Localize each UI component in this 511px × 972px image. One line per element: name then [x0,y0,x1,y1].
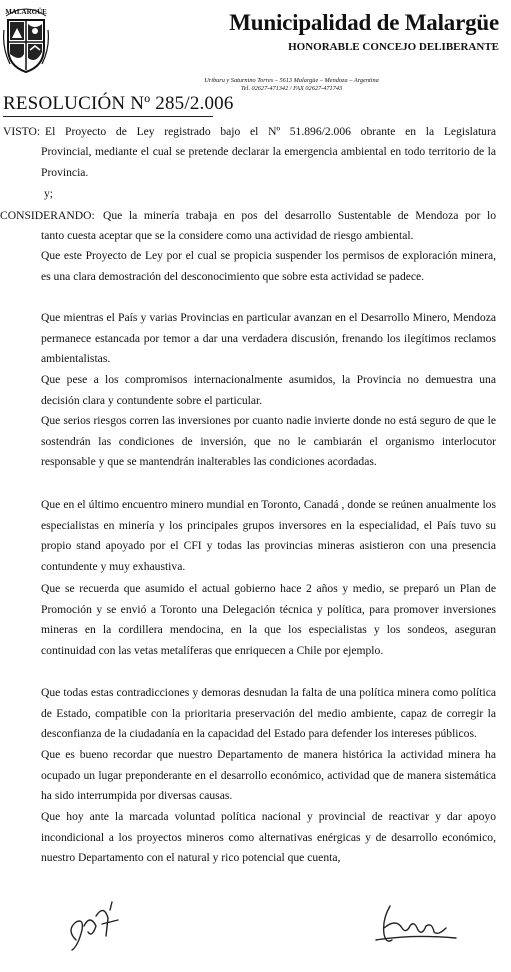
visto-label: VISTO: [3,125,41,138]
considerando-paragraph: Que se recuerda que asumido el actual gobierno hace 2 años y medio, se preparó un Plan de Promoción y se envió a Toronto una Delegación técnica y política, para promover inversiones mineras en la cordillera mendocina, en la que los especialistas y los sondeos, aseguran continuidad con las vetas metalíferas que enriquecen a Chile por ejemplo. [41,582,496,657]
title-underline [3,116,213,117]
considerando-paragraph: Que todas estas contradicciones y demoras desnudan la falta de una política minera como política de Estado, compatible con la prioritaria preservación del medio ambiente, capaz de corregir la desconfianza de la ciudadanía en la capacidad del Estado para defender los intereses públicos. [41,686,496,740]
considerando-paragraph: tanto cuesta aceptar que se la considere como una actividad de riesgo ambiental. [41,229,414,242]
considerando-label: CONSIDERANDO: [0,209,95,222]
seal-lettering: MALARGÜE [5,8,47,16]
considerando-paragraph: Que pese a los compromisos internacionalmente asumidos, la Provincia no demuestra una decisión clara y contundente sobre el particular. [41,373,496,407]
phone-line: Tel. 02627-471342 / FAX 02627-471743 [240,85,343,92]
y-connector: y; [44,187,54,200]
considerando-paragraph: Que este Proyecto de Ley por el cual se propicia suspender los permisos de exploración minera, es una clara demostración del desconocimiento que sobre esta actividad se padece. [41,249,496,283]
organization-title: Municipalidad de Malargüe [229,10,499,35]
handwritten-initials-left [62,896,132,956]
handwritten-signature-right [362,900,462,950]
considerando-paragraph: Que hoy ante la marcada voluntad política nacional y provincial de reactivar y dar apoyo incondicional a los proyectos mineros como alternativas enérgicas y de desarrollo económico, nuestro Departamento con el natural y rico potencial que cuenta, [41,810,496,864]
considerando-paragraph: Que mientras el País y varias Provincias en particular avanzan en el Desarrollo Minero, Mendoza permanece estancada por temor a dar una verdadera discusión, frenando los ilegítimos reclamos ambientalistas. [41,311,496,365]
resolution-title: RESOLUCIÓN Nº 285/2.006 [3,93,234,114]
considerando-paragraph: Que en el último encuentro minero mundial en Toronto, Canadá , donde se reúnen anualmente los especialistas en minería y los principales grupos inversores en la especialidad, el País tuvo su propio stand apoyado por el CFI y todas las provincias mineras asistieron con una presencia contundente y muy exhaustiva. [41,498,496,573]
visto-text: Provincial, mediante el cual se pretende declarar la emergencia ambiental en todo territorio de la Provincia. [41,145,496,179]
address-line: Uriburu y Saturnino Torres – 5613 Malargüe – Mendoza – Argentina [204,77,379,84]
considerando-first-line: Que la minería trabaja en pos del desarrollo Sustentable de Mendoza por lo [103,209,496,222]
organization-subtitle: HONORABLE CONCEJO DELIBERANTE [288,41,499,53]
municipal-seal-emblem [2,4,50,76]
visto-first-line: El Proyecto de Ley registrado bajo el Nº 51.896/2.006 obrante en la Legislatura [45,125,496,138]
considerando-paragraph: Que serios riesgos corren las inversiones por cuanto nadie invierte donde no está seguro de que le sostendrán las condiciones de inversión, que no le cambiarán el organismo interlocutor responsable y que se mantendrán inalterables las condiciones acordadas. [41,414,496,468]
considerando-paragraph: Que es bueno recordar que nuestro Departamento de manera histórica la actividad minera ha ocupado un lugar preponderante en el desarrollo económico, actividad que de manera sistemática ha sido interrumpida por diversas causas. [41,748,496,802]
